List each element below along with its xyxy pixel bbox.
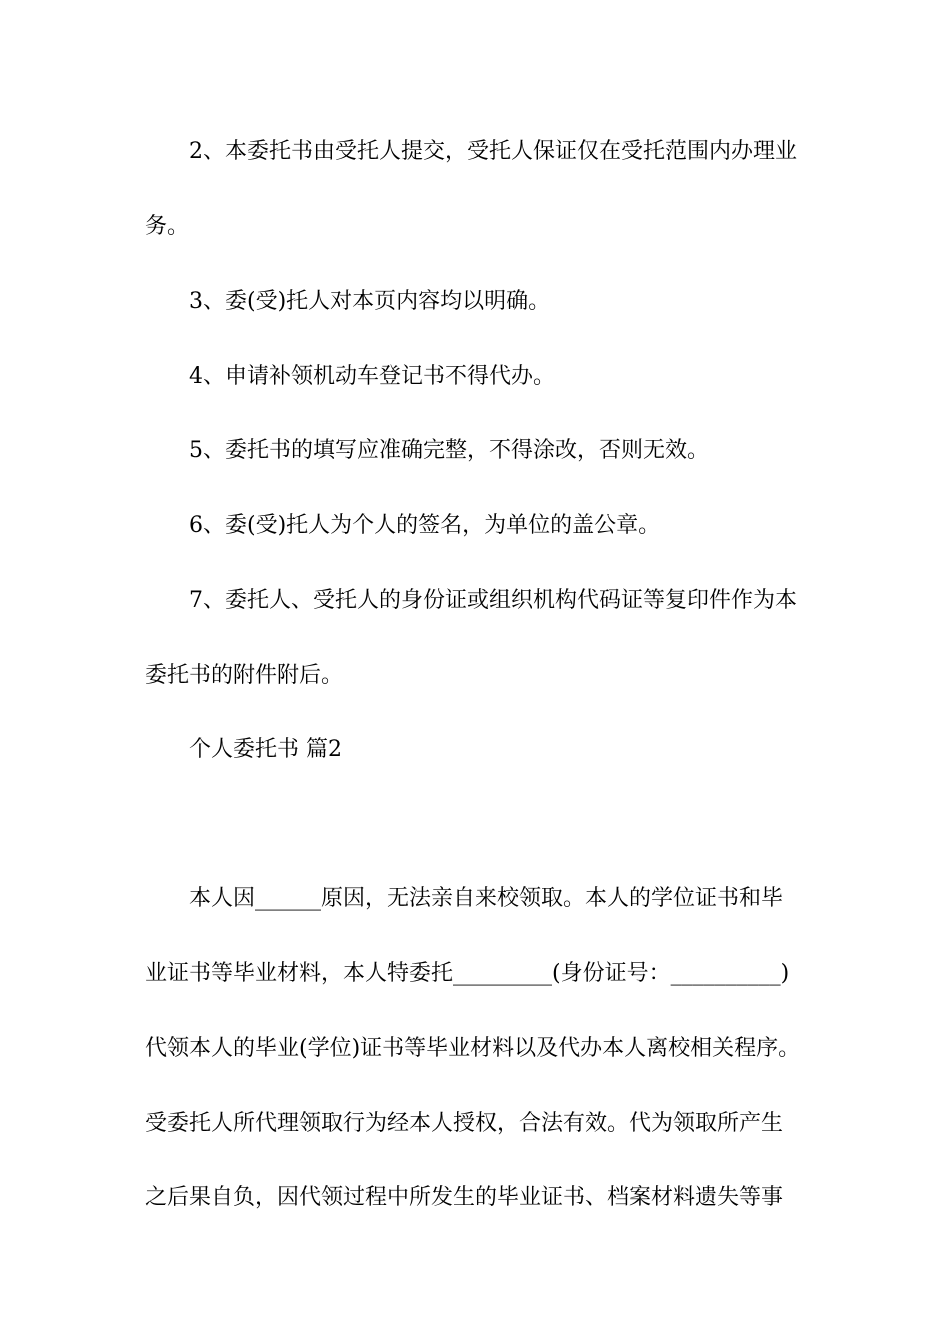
clause-3: 3、委(受)托人对本页内容均以明确。	[189, 289, 551, 314]
clause-5: 5、委托书的填写应准确完整，不得涂改，否则无效。	[189, 438, 709, 463]
section-heading: 个人委托书 篇2	[189, 737, 342, 762]
body-line-1: 本人因______原因，无法亲自来校领取。本人的学位证书和毕	[189, 886, 784, 911]
clause-4: 4、申请补领机动车登记书不得代办。	[189, 364, 555, 389]
body-line-2: 业证书等毕业材料，本人特委托_________(身份证号：__________)	[145, 961, 790, 986]
clause-6: 6、委(受)托人为个人的签名，为单位的盖公章。	[189, 513, 661, 538]
clause-2-line-1: 2、本委托书由受托人提交，受托人保证仅在受托范围内办理业	[189, 139, 797, 164]
body-line-5: 之后果自负，因代领过程中所发生的毕业证书、档案材料遗失等事	[145, 1185, 784, 1210]
body-line-4: 受委托人所代理领取行为经本人授权，合法有效。代为领取所产生	[145, 1111, 784, 1136]
clause-7-line-1: 7、委托人、受托人的身份证或组织机构代码证等复印件作为本	[189, 588, 797, 613]
clause-2-line-2: 务。	[145, 214, 190, 239]
body-line-3: 代领本人的毕业(学位)证书等毕业材料以及代办本人离校相关程序。	[145, 1036, 801, 1061]
clause-7-line-2: 委托书的附件附后。	[145, 663, 344, 688]
